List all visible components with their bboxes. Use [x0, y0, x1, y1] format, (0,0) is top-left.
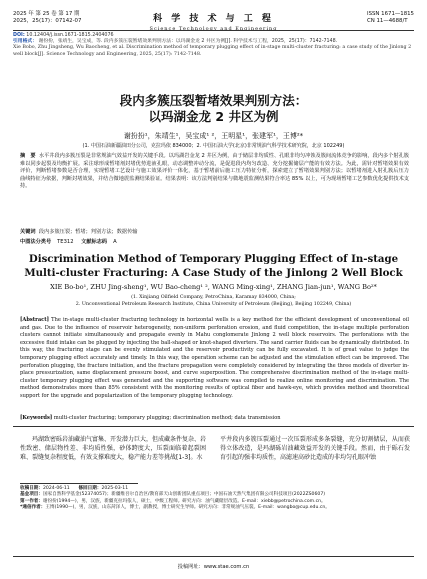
doccode-label: 文献标志码	[81, 239, 108, 245]
classification-line	[20, 238, 409, 245]
issn-block	[367, 11, 414, 25]
chinese-abstract-text: 水平井段内多簇压裂是非常规油气效益开发的关键手段。以玛湖岩金龙 2 井区为例，由于储层非均质性、孔眼非均匀冲蚀及簇间流体竞争的影响，段内多个射孔簇难以同步起裂及均衡扩展。采注球形成暂堵剂封堵优势进液孔眼，动态调整冲动分流，是促进段内均匀改造、充分挖掘储层产能的有效方法。为此，需针对暂堵效果有效评价，判断暂堵参数是否合理，实现暂堵工艺设计与施工效果评价一体化，基于暂堵前后施工压力特征分析，探索建立了暂堵效果判别方法；以暂堵剂进入射孔簇后压力曲线特征为依据，判断封堵效果，并结合微地震监测结果验证。结果表明：该方法判别结果与微地震监测结果符合率达 85% 以上，可为现场暂堵工艺参数优化提供技术支持。	[20, 153, 409, 190]
fund-label: 基金项目：	[20, 492, 43, 498]
cite-en: Xie Bobo, Zhu Jingsheng, Wu Baocheng, et al. Discrimination method of temporary plugging effect of in-stage multi-cluster fracturing: a case study of the Jinlong 2 well block[J]. Science Technology and Engineering, 2025, 25(17): 7142-7148.	[13, 45, 412, 57]
class-code: TE312	[57, 239, 74, 245]
journal-title: 科 学 技 术 与 工 程	[153, 14, 274, 24]
english-title	[0, 253, 427, 280]
body-column-right: 平井段内多簇压裂通过一次压裂形成多条裂缝，充分切割储层，从而获得立体改造，是玛湖砾岩油藏效益开发的关键手段。然而，由于砾石发育引起的强非均质性，高滤速高砂比造成的非均匀孔眼冲蚀	[220, 436, 410, 462]
footer-divider	[13, 556, 414, 557]
cite-cn: 谢扮扮，张靖生，吴宝成，等. 段内多簇压裂暂堵效果判别方法：以玛湖金龙 2 井区为例[J]. 科学技术与工程，2025，25(17)：7142-7148.	[38, 39, 338, 45]
cite-label: 引用格式：	[13, 39, 37, 45]
footnote-divider	[20, 483, 138, 484]
english-title-line-2: Multi-cluster Fracturing: A Case Study of the Jinlong 2 Well Block	[24, 266, 403, 279]
footnotes	[20, 486, 409, 512]
english-affiliation-line-2: 2. Unconventional Petroleum Research Institute, China University of Petroleum (Beijing), Beijing 102249, China)	[75, 301, 352, 307]
chinese-keywords-label: 关键词	[20, 229, 36, 235]
english-abstract	[20, 317, 409, 401]
doi-label: DOI:	[13, 33, 25, 38]
received-label: 收稿日期：	[20, 486, 43, 491]
first-author-label: 第一作者：	[20, 498, 43, 504]
revised-date: 2025-03-11	[101, 486, 129, 491]
corr-author-label: *通信作者：	[20, 505, 46, 511]
journal-subtitle: Science Technology and Engineering	[149, 26, 278, 32]
english-abstract-label: [Abstract]	[20, 317, 49, 323]
body-column-left: 玛湖致密砾岩油藏油气富集、开发潜力巨大，但成藏条件复杂、岩性致密、储层物性差、非均质性强，砂体跨度大，压裂面临着起裂困难、裂缝复杂程度低，有效支撑难度大，稳产能力差等挑战[1-3]。水	[20, 436, 207, 462]
revised-label: 修回日期：	[78, 486, 102, 491]
english-title-line-1: Discrimination Method of Temporary Plugging Effect of In-stage	[28, 253, 399, 265]
chinese-abstract	[20, 153, 409, 191]
doccode-value: A	[113, 239, 117, 245]
chinese-title-line-2: 以玛湖金龙 2 井区为例	[148, 109, 279, 124]
english-affiliation-line-1: (1. Xinjiang Oilfield Company, PetroChina, Karamay 834000, China;	[131, 295, 296, 300]
issn: ISSN 1671—1815	[366, 11, 414, 17]
english-affiliation	[0, 295, 427, 309]
citation-meta	[13, 33, 414, 58]
abstract-divider	[13, 426, 414, 427]
english-authors: XIE Bo-bo¹, ZHU Jing-sheng¹, WU Bao-cheng¹ ², WANG Ming-xing¹, ZHANG Jian-jun¹, WANG Bo²*	[50, 283, 377, 291]
chinese-keywords-text: 段内多簇压裂；暂堵；判别方法；数据传输	[38, 229, 138, 235]
volume-pages: 2025，25(17)：07142-07	[13, 18, 82, 24]
chinese-keywords	[20, 228, 409, 235]
doi-link[interactable]: 10.12404/j.issn.1671-1815.2404076	[26, 33, 114, 38]
journal-name-block	[13, 11, 414, 32]
corr-author-text: 王博(1990—)，男，汉族，山东菏泽人，博士，副教授，博士研究生导师。研究方向：非常规油气压裂。E-mail：wangbo@cup.edu.cn。	[45, 505, 330, 511]
fund-text: 国家自然科学基金(52374057)；新疆维吾尔自治区/教育部天山创新团队重点项目；中国石油天然气集团有限公司科技项目(2022ZS0607)	[42, 492, 326, 498]
chinese-title-line-1: 段内多簇压裂暂堵效果判别方法：	[119, 93, 308, 108]
chinese-affiliation: (1. 中国石油新疆油田分公司，克拉玛依 834000；2. 中国石油大学(北京)非常规油气科学技术研究院，北京 102249)	[82, 143, 345, 149]
english-keywords-label: [Keywords]	[20, 415, 53, 421]
chinese-title	[0, 93, 427, 125]
english-keywords-text: multi-cluster fracturing; temporary plugging; discrimination method; data transmission	[53, 415, 281, 421]
class-label: 中图法分类号	[20, 239, 52, 245]
received-date: 2024-06-11	[42, 486, 70, 491]
first-author-text: 谢扮扮(1994—)，男，汉族，新疆克拉玛依人，硕士，中级工程师。研究方向：油气藏储层改造。E-mail：xiebb@petrochina.com.cn。	[42, 498, 326, 504]
issue-line: 2025 年 第 25 卷 第 17 期	[13, 11, 80, 17]
corresponding-author-line	[20, 505, 409, 511]
english-keywords	[20, 415, 409, 422]
header-divider	[13, 30, 414, 31]
chinese-abstract-label: 摘 要	[20, 153, 36, 159]
chinese-authors: 谢扮扮¹，朱靖生¹，吴宝成¹ ²，王明星¹，张建军¹，王博²*	[123, 132, 304, 140]
cn-number: CN 11—4688/T	[366, 18, 408, 24]
english-abstract-text: The in-stage multi-cluster fracturing technology in horizontal wells is a key method for the efficient development of unconventional oil and gas. Due to the influence of reservoir heterogeneity, non-uniform perforation erosion, and fluid competition, the in-stage multiple perforation clusters cannot initiate simultaneously and propagate evenly in Mahu conglomerate Jinlong 2 well block reservoirs. The perforations with the excessive fluid intake can be plugged by injecting the ball-shaped or knot-shaped diverters. The sand carrier fluids can be dynamically distributed. In this way, the fracturing stage can be evenly stimulated and the reservoir productivity can be fully excavated. It is of great value to judge the temporary plugging effect accurately and timely. In this way, the operation scheme can be adjusted and the stimulation effect can be improved. The perforation plugging, the fracture initiation, and the fracture propagation were completely considered by integrating the three models of diverter in-place pressurization, same displacement pressure boost, and curve superposition. The comprehensive discrimination method of the in-stage multi-cluster temporary plugging effect was generated and the supporting software was compiled to realize online monitoring and discrimination. The method demonstrates more than 85% consistent with the monitoring results of optical fiber and hawk-eye, which provides method and theoretical support for the upgrade and popularization of the temporary plugging technology.	[20, 317, 409, 399]
submission-website[interactable]: 投稿网址：www.stae.com.cn	[177, 564, 250, 570]
